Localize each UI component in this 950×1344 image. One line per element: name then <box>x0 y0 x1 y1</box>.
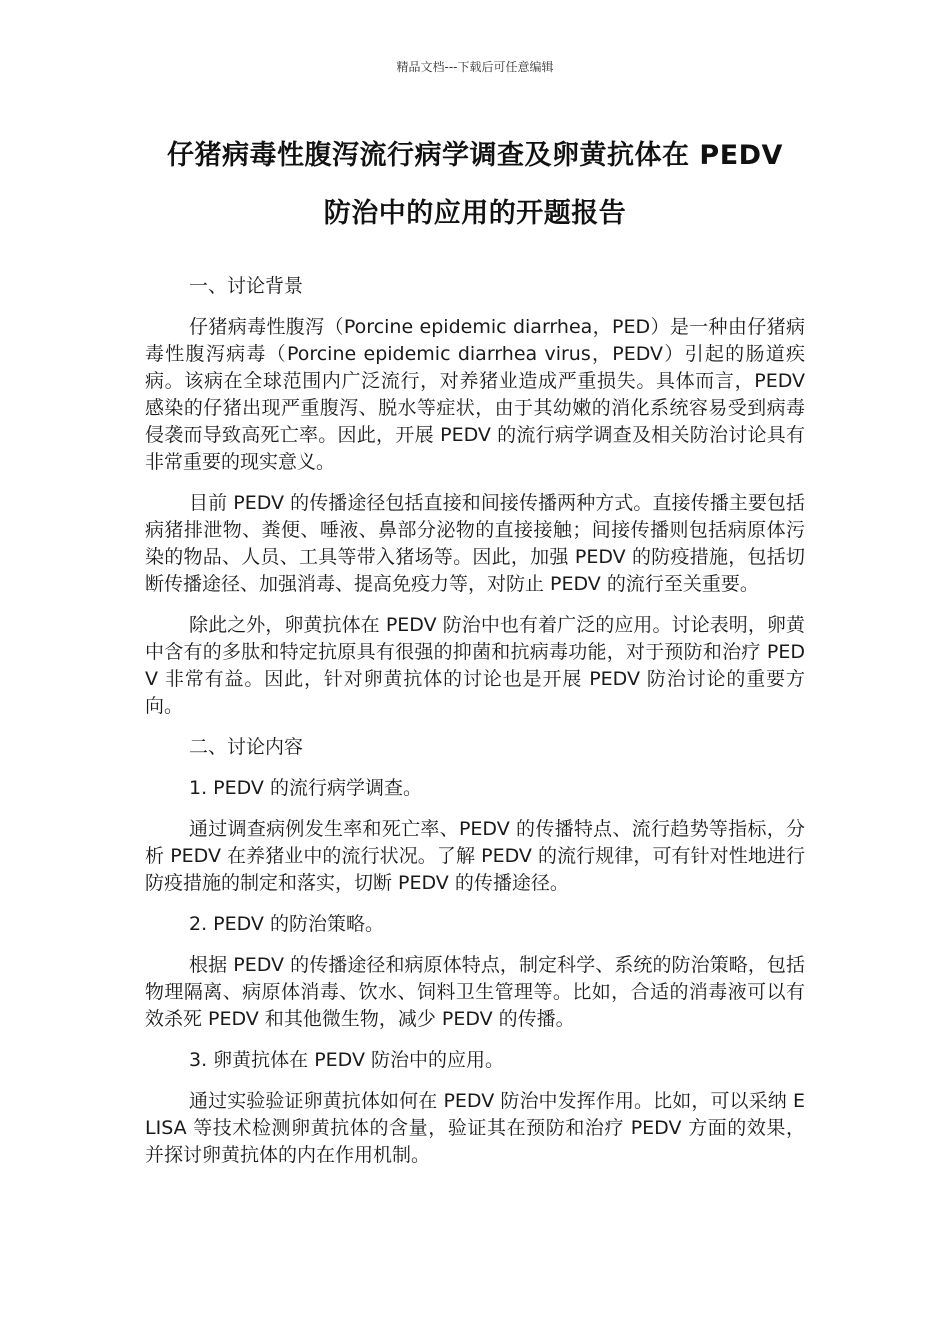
subheading-item-1: 1. PEDV 的流行病学调查。 <box>189 777 422 799</box>
subheading-item-2: 2. PEDV 的防治策略。 <box>189 913 384 935</box>
paragraph-background-2: 目前 PEDV 的传播途径包括直接和间接传播两种方式。直接传播主要包括病猪排泄物、粪便、唾液、鼻部分泌物的直接接触；间接传播则包括病原体污染的物品、人员、工具等带入猪场等。因此，加强 PEDV 的防疫措施，包括切断传播途径、加强消毒、提高免疫力等，对防止 PEDV 的流行至关重要。 <box>145 492 805 595</box>
document-body <box>145 273 805 1183</box>
section-heading-content: 二、讨论内容 <box>189 736 304 758</box>
paragraph-background-1: 仔猪病毒性腹泻（Porcine epidemic diarrhea，PED）是一种由仔猪病毒性腹泻病毒（Porcine epidemic diarrhea virus，PEDV）引起的肠道疾病。该病在全球范围内广泛流行，对养猪业造成严重损失。具体而言，PEDV 感染的仔猪出现严重腹泻、脱水等症状，由于其幼嫩的消化系统容易受到病毒侵袭而导致高死亡率。因此，开展 PEDV 的流行病学调查及相关防治讨论具有非常重要的现实意义。 <box>145 316 805 473</box>
section-heading-background: 一、讨论背景 <box>189 275 304 297</box>
document-title-line-2: 防治中的应用的开题报告 <box>323 198 627 229</box>
paragraph-item-3: 通过实验验证卵黄抗体如何在 PEDV 防治中发挥作用。比如，可以采纳 ELISA 等技术检测卵黄抗体的含量，验证其在预防和治疗 PEDV 方面的效果，并探讨卵黄抗体的内在作用机制。 <box>145 1090 805 1166</box>
header-note: 精品文档---下载后可任意编辑 <box>396 60 554 74</box>
paragraph-item-1: 通过调查病例发生率和死亡率、PEDV 的传播特点、流行趋势等指标，分析 PEDV 在养猪业中的流行状况。了解 PEDV 的流行规律，可有针对性地进行防疫措施的制定和落实，切断 PEDV 的传播途径。 <box>145 818 805 894</box>
document-title-line-1: 仔猪病毒性腹泻流行病学调查及卵黄抗体在 PEDV <box>167 140 783 171</box>
paragraph-background-3: 除此之外，卵黄抗体在 PEDV 防治中也有着广泛的应用。讨论表明，卵黄中含有的多肽和特定抗原具有很强的抑菌和抗病毒功能，对于预防和治疗 PEDV 非常有益。因此，针对卵黄抗体的讨论也是开展 PEDV 防治讨论的重要方向。 <box>145 614 805 717</box>
paragraph-item-2: 根据 PEDV 的传播途径和病原体特点，制定科学、系统的防治策略，包括物理隔离、病原体消毒、饮水、饲料卫生管理等。比如，合适的消毒液可以有效杀死 PEDV 和其他微生物，减少 PEDV 的传播。 <box>145 954 805 1030</box>
subheading-item-3: 3. 卵黄抗体在 PEDV 防治中的应用。 <box>189 1049 505 1071</box>
